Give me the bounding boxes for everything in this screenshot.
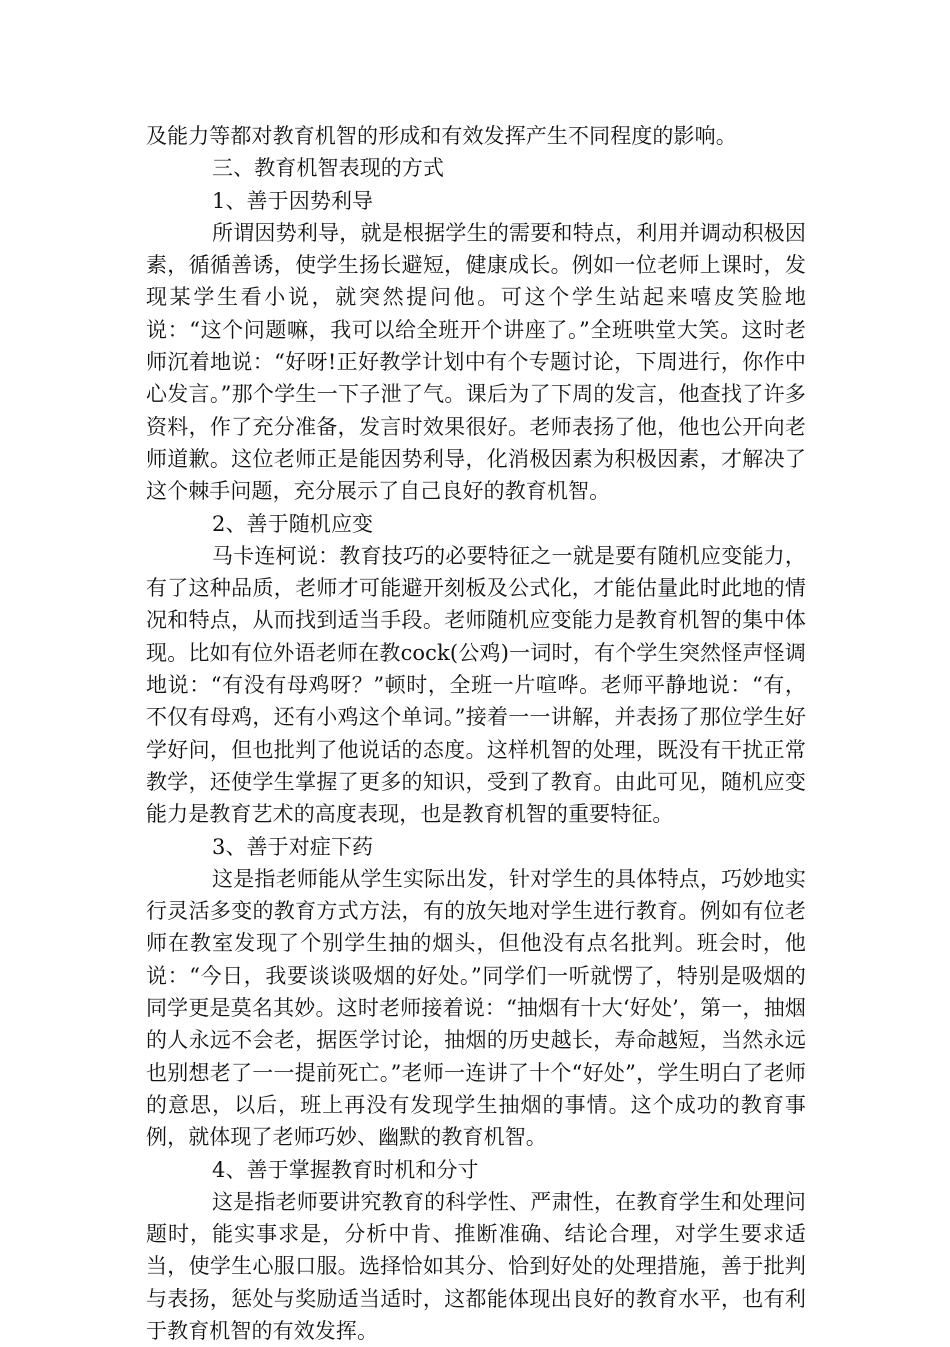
item-body-3: 这是指老师能从学生实际出发，针对学生的具体特点，巧妙地实行灵活多变的教育方式方法，有的放矢地对学生进行教育。例如有位老师在教室发现了个别学生抽的烟头，但他没有点名批判。班会时，他说：“今日，我要谈谈吸烟的好处。”同学们一听就愣了，特别是吸烟的同学更是莫名其妙。这时老师接着说：“抽烟有十大‘好处’，第一，抽烟的人永远不会老，据医学讨论，抽烟的历史越长，寿命越短，当然永远也别想老了一一提前死亡。”老师一连讲了十个“好处”，学生明白了老师的意思，以后，班上再没有发现学生抽烟的事情。这个成功的教育事例，就体现了老师巧妙、幽默的教育机智。	[146, 866, 806, 1150]
item-body-2: 马卡连柯说：教育技巧的必要特征之一就是要有随机应变能力，有了这种品质，老师才可能避开刻板及公式化，才能估量此时此地的情况和特点，从而找到适当手段。老师随机应变能力是教育机智的集中体现。比如有位外语老师在教cock(公鸡)一词时，有个学生突然怪声怪调地说：“有没有母鸡呀？”顿时，全班一片喧哗。老师平静地说：“有，不仅有母鸡，还有小鸡这个单词。”接着一一讲解，并表扬了那位学生好学好问，但也批判了他说话的态度。这样机智的处理，既没有干扰正常教学，还使学生掌握了更多的知识，受到了教育。由此可见，随机应变能力是教育艺术的高度表现，也是教育机智的重要特征。	[146, 543, 806, 827]
document-body	[146, 120, 806, 1347]
item-body-4: 这是指老师要讲究教育的科学性、严肃性，在教育学生和处理问题时，能实事求是，分析中肯、推断准确、结论合理，对学生要求适当，使学生心服口服。选择恰如其分、恰到好处的处理措施，善于批判与表扬，惩处与奖励适当适时，这都能体现出良好的教育水平，也有利于教育机智的有效发挥。	[146, 1189, 806, 1343]
intro-paragraph-tail: 及能力等都对教育机智的形成和有效发挥产生不同程度的影响。	[146, 124, 737, 148]
item-heading-1: 1、善于因势利导	[212, 188, 374, 213]
item-heading-2: 2、善于随机应变	[212, 511, 374, 536]
item-heading-4: 4、善于掌握教育时机和分寸	[212, 1157, 479, 1182]
item-body-1: 所谓因势利导，就是根据学生的需要和特点，利用并调动积极因素，循循善诱，使学生扬长避短，健康成长。例如一位老师上课时，发现某学生看小说，就突然提问他。可这个学生站起来嘻皮笑脸地说：“这个问题嘛，我可以给全班开个讲座了。”全班哄堂大笑。这时老师沉着地说：“好呀!正好教学计划中有个专题讨论，下周进行，你作中心发言。”那个学生一下子泄了气。课后为了下周的发言，他查找了许多资料，作了充分准备，发言时效果很好。老师表扬了他，他也公开向老师道歉。这位老师正是能因势利导，化消极因素为积极因素，才解决了这个棘手问题，充分展示了自己良好的教育机智。	[146, 220, 806, 504]
section-heading: 三、教育机智表现的方式	[212, 156, 445, 181]
item-heading-3: 3、善于对症下药	[212, 834, 374, 859]
